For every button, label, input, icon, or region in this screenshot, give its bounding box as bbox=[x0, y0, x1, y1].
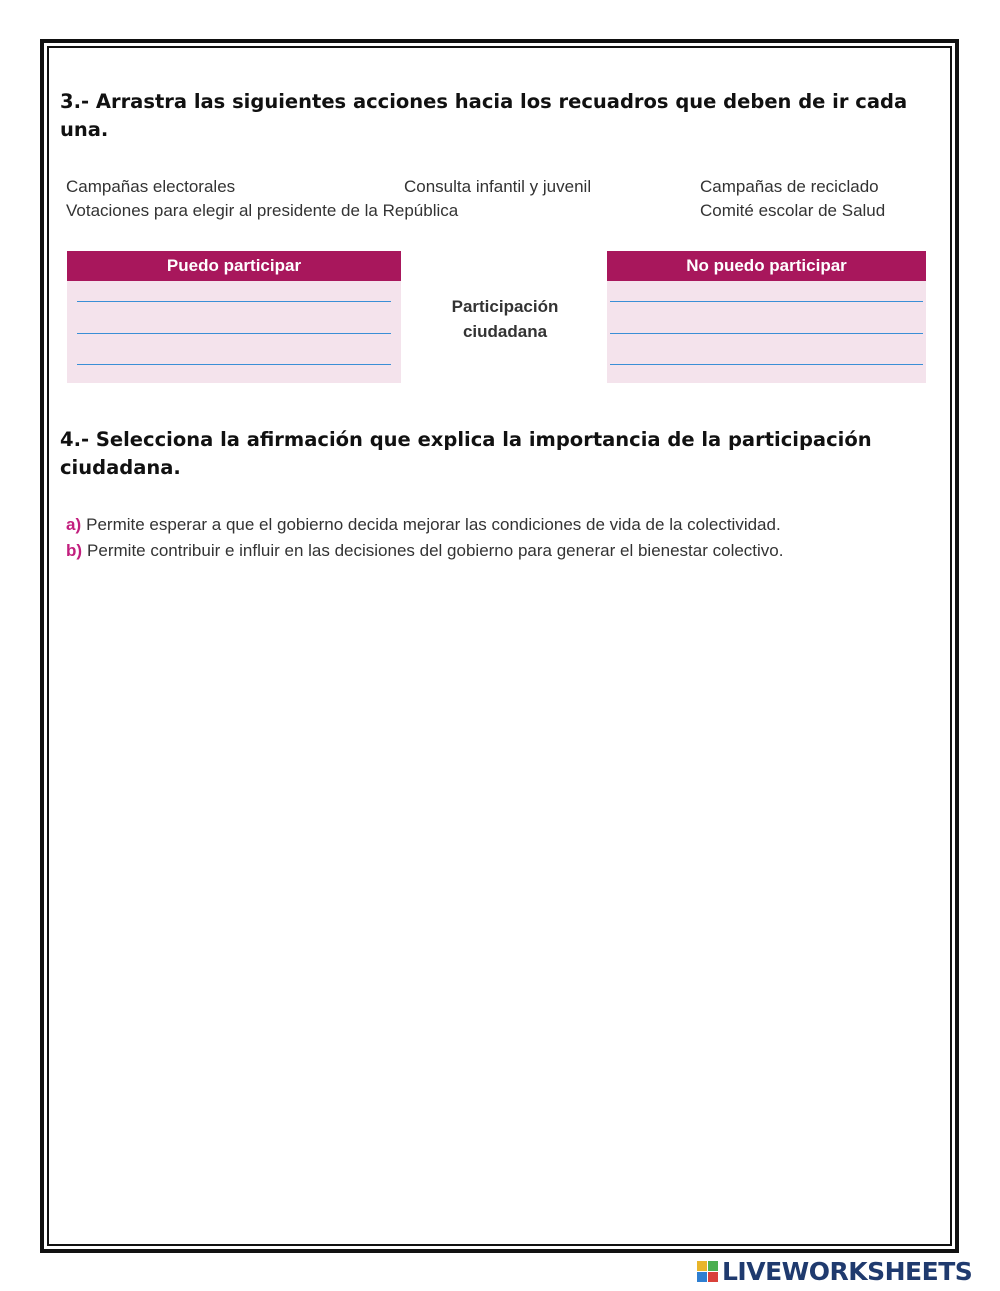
option-b-text: Permite contribuir e influir en las decisiones del gobierno para generar el bienestar colectivo. bbox=[87, 541, 784, 560]
question-3-title: 3.- Arrastra las siguientes acciones hacia los recuadros que deben de ir cada una. bbox=[60, 90, 908, 141]
box-header-no-puedo: No puedo participar bbox=[607, 251, 926, 281]
box-header-puedo: Puedo participar bbox=[67, 251, 401, 281]
logo-text: LIVEWORKSHEETS bbox=[722, 1256, 973, 1286]
answer-line[interactable] bbox=[610, 333, 923, 334]
answer-line[interactable] bbox=[77, 333, 391, 334]
word-campanas-reciclado[interactable]: Campañas de reciclado bbox=[700, 177, 879, 196]
option-a-letter: a) bbox=[66, 515, 82, 534]
answer-line[interactable] bbox=[77, 301, 391, 302]
page-border-inner bbox=[47, 46, 952, 1246]
option-b-letter: b) bbox=[66, 541, 83, 560]
question-4-title: 4.- Selecciona la afirmación que explica la importancia de la participación ciudadana. bbox=[60, 428, 872, 479]
option-b[interactable] bbox=[66, 541, 783, 561]
word-votaciones-presidente[interactable]: Votaciones para elegir al presidente de la República bbox=[66, 201, 459, 220]
drop-box-no-puedo-participar[interactable] bbox=[607, 251, 926, 383]
center-label-line2: ciudadana bbox=[462, 322, 548, 341]
option-a-text: Permite esperar a que el gobierno decida mejorar las condiciones de vida de la colectividad. bbox=[86, 515, 781, 534]
liveworksheets-logo bbox=[697, 1258, 972, 1284]
answer-line[interactable] bbox=[610, 364, 923, 365]
word-consulta-infantil[interactable]: Consulta infantil y juvenil bbox=[404, 177, 592, 196]
answer-line[interactable] bbox=[610, 301, 923, 302]
word-comite-salud[interactable]: Comité escolar de Salud bbox=[700, 201, 886, 220]
logo-mark-icon bbox=[697, 1261, 718, 1282]
center-label-line1: Participación bbox=[451, 297, 559, 316]
option-a[interactable] bbox=[66, 515, 781, 535]
center-label bbox=[425, 294, 585, 344]
drop-box-puedo-participar[interactable] bbox=[67, 251, 401, 383]
answer-line[interactable] bbox=[77, 364, 391, 365]
word-campanas-electorales[interactable]: Campañas electorales bbox=[66, 177, 236, 196]
